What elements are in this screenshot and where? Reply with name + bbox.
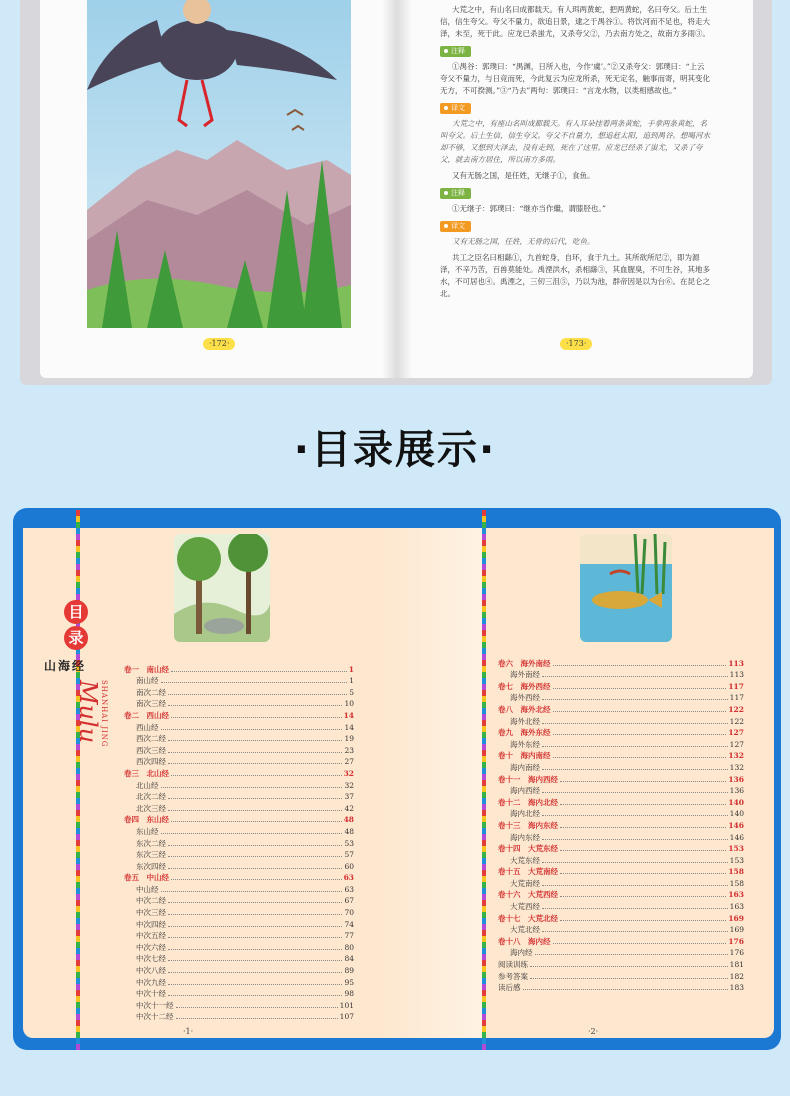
- toc-entry-page: 101: [339, 1000, 354, 1010]
- text-paragraph: 共工之臣名曰相繇①，九首蛇身，自环，食于九土。其所欲所尼②，即为源泽，不辛乃苦，百兽莫能处。禹湮洪水，杀相繇③，其血腥臭，不可生谷，其地多水，不可居也④。禹湮之，三仞三沮⑤，乃以为池，群帝因是以为台⑥。在昆仑之北。: [440, 253, 710, 298]
- toc-entry-row[interactable]: [498, 982, 744, 994]
- toc-entry-row[interactable]: [498, 669, 744, 681]
- toc-entry-page: 136: [728, 774, 744, 784]
- toc-entry-row[interactable]: [124, 733, 354, 745]
- toc-entry-page: 1: [349, 676, 354, 686]
- toc-dot-leader: [161, 891, 343, 892]
- toc-dot-leader: [560, 920, 726, 921]
- toc-dot-leader: [530, 966, 728, 967]
- toc-dot-leader: [168, 984, 342, 985]
- toc-dot-leader: [553, 688, 727, 689]
- section-heading: ·目录展示·: [293, 427, 497, 473]
- toc-entry-title: 卷九 海外东经: [498, 728, 551, 738]
- toc-entry-row[interactable]: [498, 958, 744, 970]
- toc-entry-title: 中次十一经: [136, 1000, 174, 1010]
- toc-entry-title: 中次十二经: [136, 1012, 174, 1022]
- toc-entry-row[interactable]: [124, 860, 354, 872]
- toc-entry-row[interactable]: [124, 918, 354, 930]
- toc-dot-leader: [168, 937, 342, 938]
- toc-entry-page: 140: [728, 797, 744, 807]
- toc-dot-leader: [171, 821, 342, 822]
- toc-entry-title: 卷七 海外西经: [498, 681, 551, 691]
- toc-entry-title: 西次三经: [136, 745, 166, 755]
- toc-entry-page: 122: [728, 704, 744, 714]
- toc-dot-leader: [542, 676, 728, 677]
- tag-row: [440, 44, 710, 61]
- toc-entry-page: 98: [344, 989, 354, 999]
- toc-entry-page: 181: [729, 960, 744, 970]
- toc-entry-row[interactable]: [498, 970, 744, 982]
- toc-entry-page: 127: [729, 739, 744, 749]
- toc-entry-page: 117: [728, 681, 744, 691]
- toc-entry-row[interactable]: [124, 895, 354, 907]
- toc-dot-leader: [168, 740, 342, 741]
- toc-entry-title: 卷八 海外北经: [498, 704, 551, 714]
- toc-entry-title: 中次八经: [136, 966, 166, 976]
- toc-entry-page: 74: [344, 919, 354, 929]
- toc-entry-page: 136: [729, 786, 744, 796]
- tag-row: [440, 101, 710, 118]
- toc-entry-title: 卷十三 海内东经: [498, 820, 558, 830]
- book-title: 山海经: [44, 659, 87, 673]
- toc-dot-leader: [542, 815, 728, 816]
- toc-entry-row[interactable]: [498, 808, 744, 820]
- toc-entry-title: 阅读训练: [498, 960, 528, 970]
- toc-entry-title: 卷二 西山经: [124, 710, 169, 720]
- toc-entry-title: 中次三经: [136, 908, 166, 918]
- toc-entry-row[interactable]: [124, 825, 354, 837]
- toc-entry-page: 10: [344, 699, 354, 709]
- toc-entry-title: 海外南经: [510, 670, 540, 680]
- toc-volume-row[interactable]: [498, 912, 744, 924]
- toc-entry-page: 5: [349, 687, 354, 697]
- toc-entry-title: 中次四经: [136, 919, 166, 929]
- toc-entry-title: 海外东经: [510, 739, 540, 749]
- toc-entry-page: 14: [343, 710, 354, 720]
- toc-volume-row[interactable]: [498, 796, 744, 808]
- toc-entry-title: 南次二经: [136, 687, 166, 697]
- toc-dot-leader: [168, 763, 342, 764]
- toc-entry-page: 183: [729, 983, 744, 993]
- toc-entry-title: 卷十 海内南经: [498, 751, 551, 761]
- toc-volume-row[interactable]: [498, 889, 744, 901]
- toc-dot-leader: [168, 868, 342, 869]
- toc-entry-page: 42: [344, 803, 354, 813]
- toc-entry-page: 117: [729, 693, 744, 703]
- toc-entry-page: 27: [344, 757, 354, 767]
- toc-entry-row[interactable]: [124, 999, 354, 1011]
- toc-volume-row[interactable]: [498, 935, 744, 947]
- open-book-spread: [0, 0, 790, 395]
- toc-entry-row[interactable]: [124, 756, 354, 768]
- toc-dot-leader: [176, 1018, 338, 1019]
- toc-entry-page: 153: [729, 855, 744, 865]
- toc-dot-leader: [560, 850, 726, 851]
- toc-entry-page: 153: [728, 844, 744, 854]
- toc-entry-page: 48: [344, 826, 354, 836]
- toc-entry-page: 95: [344, 977, 354, 987]
- toc-dot-leader: [553, 665, 727, 666]
- toc-entry-row[interactable]: [124, 698, 354, 710]
- toc-entry-page: 163: [729, 902, 744, 912]
- color-stripe-left: [76, 510, 80, 1050]
- toc-dot-leader: [542, 862, 728, 863]
- toc-entry-page: 158: [729, 878, 744, 888]
- toc-dot-leader: [168, 995, 342, 996]
- toc-entry-page: 23: [344, 745, 354, 755]
- toc-entry-page: 163: [728, 890, 744, 900]
- toc-list-right: [498, 657, 744, 993]
- toc-entry-title: 卷四 东山经: [124, 815, 169, 825]
- toc-entry-title: 卷十四 大荒东经: [498, 844, 558, 854]
- toc-volume-row[interactable]: [124, 663, 354, 675]
- toc-page-number-right: ·2·: [588, 1027, 599, 1036]
- toc-dot-leader: [560, 896, 726, 897]
- toc-dot-leader: [542, 746, 728, 747]
- toc-entry-page: 84: [344, 954, 354, 964]
- toc-entry-title: 海外北经: [510, 716, 540, 726]
- toc-page-gutter: [382, 528, 486, 1038]
- toc-entry-row[interactable]: [124, 675, 354, 687]
- toc-dot-leader: [553, 757, 727, 758]
- toc-entry-title: 海内西经: [510, 786, 540, 796]
- toc-list-left: [124, 663, 354, 1022]
- toc-entry-title: 卷十七 大荒北经: [498, 913, 558, 923]
- toc-entry-page: 77: [344, 931, 354, 941]
- toc-entry-row[interactable]: [498, 692, 744, 704]
- toc-badge: [64, 600, 92, 652]
- annotation-paragraph: ①无继子：郭璞曰：“继亦当作繼，谓膝胫也。”: [452, 204, 606, 213]
- toc-entry-row[interactable]: [124, 686, 354, 698]
- toc-entry-page: 176: [728, 936, 744, 946]
- page-number-left: ·172·: [203, 338, 235, 350]
- toc-entry-page: 176: [729, 948, 744, 958]
- toc-entry-title: 卷六 海外南经: [498, 658, 551, 668]
- toc-entry-row[interactable]: [498, 831, 744, 843]
- toc-entry-page: 48: [343, 815, 354, 825]
- toc-entry-page: 19: [344, 734, 354, 744]
- toc-dot-leader: [542, 792, 728, 793]
- toc-dot-leader: [553, 943, 727, 944]
- toc-entry-page: 132: [729, 762, 744, 772]
- toc-dot-leader: [168, 798, 342, 799]
- toc-entry-title: 西次四经: [136, 757, 166, 767]
- toc-entry-page: 14: [344, 722, 354, 732]
- toc-entry-page: 113: [729, 670, 744, 680]
- toc-entry-page: 32: [343, 768, 354, 778]
- toc-entry-page: 158: [728, 867, 744, 877]
- toc-entry-title: 海内经: [510, 948, 533, 958]
- toc-volume-row[interactable]: [124, 814, 354, 826]
- toc-entry-title: 卷十五 大荒南经: [498, 867, 558, 877]
- toc-entry-title: 大荒北经: [510, 925, 540, 935]
- bird-creature-illustration: [87, 0, 351, 328]
- toc-entry-title: 南山经: [136, 676, 159, 686]
- toc-entry-page: 67: [344, 896, 354, 906]
- toc-entry-title: 南次三经: [136, 699, 166, 709]
- toc-entry-page: 1: [348, 664, 354, 674]
- tag-row: [440, 219, 710, 236]
- toc-volume-row[interactable]: [124, 709, 354, 721]
- toc-entry-title: 东次二经: [136, 838, 166, 848]
- toc-entry-row[interactable]: [124, 988, 354, 1000]
- toc-entry-row[interactable]: [498, 877, 744, 889]
- toc-entry-page: 146: [728, 820, 744, 830]
- color-stripe-right: [482, 510, 486, 1050]
- toc-entry-page: 169: [728, 913, 744, 923]
- toc-dot-leader: [530, 978, 728, 979]
- toc-entry-title: 参考答案: [498, 971, 528, 981]
- toc-volume-row[interactable]: [498, 866, 744, 878]
- toc-entry-title: 中次六经: [136, 942, 166, 952]
- toc-dot-leader: [535, 954, 728, 955]
- toc-dot-leader: [171, 879, 342, 880]
- toc-dot-leader: [161, 787, 343, 788]
- toc-dot-leader: [542, 723, 728, 724]
- toc-entry-title: 卷三 北山经: [124, 768, 169, 778]
- toc-volume-row[interactable]: [498, 819, 744, 831]
- toc-volume-row[interactable]: [498, 680, 744, 692]
- toc-entry-row[interactable]: [498, 785, 744, 797]
- toc-entry-page: 113: [728, 658, 744, 668]
- toc-entry-page: 182: [729, 971, 744, 981]
- toc-dot-leader: [168, 845, 342, 846]
- toc-dot-leader: [168, 949, 342, 950]
- toc-dot-leader: [560, 873, 726, 874]
- toc-dot-leader: [168, 914, 342, 915]
- toc-entry-title: 中次九经: [136, 977, 166, 987]
- toc-dot-leader: [161, 729, 343, 730]
- toc-dot-leader: [168, 926, 342, 927]
- toc-entry-title: 海内北经: [510, 809, 540, 819]
- toc-badge-char-1: 目: [64, 600, 88, 624]
- toc-entry-row[interactable]: [498, 924, 744, 936]
- toc-dot-leader: [161, 833, 343, 834]
- toc-dot-leader: [542, 931, 728, 932]
- forest-illustration: [174, 534, 270, 642]
- pinyin-small-vertical: SHANHAI JING: [100, 680, 108, 748]
- toc-page-number-left: ·1·: [183, 1027, 194, 1036]
- toc-entry-row[interactable]: [124, 883, 354, 895]
- toc-entry-page: 63: [344, 884, 354, 894]
- toc-entry-row[interactable]: [124, 1011, 354, 1023]
- toc-dot-leader: [542, 769, 728, 770]
- toc-dot-leader: [171, 775, 342, 776]
- annotation-paragraph: ①禺谷：郭璞曰：“禺渊，日所入也，今作‘虞’。”②又杀夸父：郭璞曰：“上云夸父不量力，与日竞而死，今此复云为应龙所杀，死无定名，触事而寄，明其变化无方，不可揆测。”③“乃去”两句：郭璞曰：“言龙水物，以类相感故也。”: [440, 62, 710, 95]
- toc-entry-page: 70: [344, 908, 354, 918]
- toc-dot-leader: [542, 699, 728, 700]
- toc-entry-row[interactable]: [498, 738, 744, 750]
- toc-volume-row[interactable]: [124, 872, 354, 884]
- translation-paragraph: 大荒之中，有座山名叫成都载天。有人耳朵挂着两条黄蛇，手拿两条黄蛇，名叫夸父。后土生信，信生夸父。夸父不自量力，想追赶太阳，追到禺谷。想喝河水却不够，又想到大泽去，没有走到，死在了这里。应龙已经杀了蚩尤，又杀了夸父，就去南方居住，所以南方多雨。: [440, 119, 710, 164]
- toc-dot-leader: [168, 972, 342, 973]
- toc-entry-page: 53: [344, 838, 354, 848]
- toc-entry-title: 中次五经: [136, 931, 166, 941]
- toc-entry-row[interactable]: [124, 744, 354, 756]
- toc-dot-leader: [171, 671, 347, 672]
- toc-entry-title: 卷十一 海内西经: [498, 774, 558, 784]
- toc-entry-title: 卷十二 海内北经: [498, 797, 558, 807]
- toc-entry-page: 32: [344, 780, 354, 790]
- toc-entry-row[interactable]: [124, 779, 354, 791]
- toc-entry-row[interactable]: [124, 791, 354, 803]
- toc-entry-page: 89: [344, 966, 354, 976]
- toc-dot-leader: [542, 908, 728, 909]
- toc-entry-row[interactable]: [498, 854, 744, 866]
- pinyin-vertical-title: Mulu: [74, 680, 102, 744]
- toc-badge-char-2: 录: [64, 626, 88, 650]
- toc-entry-title: 大荒南经: [510, 878, 540, 888]
- toc-entry-title: 大荒东经: [510, 855, 540, 865]
- toc-entry-page: 146: [729, 832, 744, 842]
- toc-dot-leader: [553, 734, 727, 735]
- toc-entry-page: 132: [728, 751, 744, 761]
- toc-dot-leader: [168, 960, 342, 961]
- toc-volume-row[interactable]: [498, 727, 744, 739]
- text-paragraph: 又有无肠之国，是任姓，无继子①，食鱼。: [452, 171, 595, 180]
- toc-entry-page: 127: [728, 728, 744, 738]
- toc-volume-row[interactable]: [498, 750, 744, 762]
- toc-entry-title: 东次三经: [136, 850, 166, 860]
- toc-dot-leader: [523, 989, 728, 990]
- toc-entry-row[interactable]: [498, 900, 744, 912]
- toc-entry-title: 读后感: [498, 983, 521, 993]
- toc-dot-leader: [168, 856, 342, 857]
- text-paragraph: 大荒之中，有山名曰成都载天。有人珥两黄蛇，把两黄蛇，名曰夸父。后土生信，信生夸父。夸父不量力，欲追日景，逮之于禺谷①。将饮河而不足也，将走大泽，未至，死于此。应龙已杀蚩尤，又杀夸父②，乃去南方处之，故南方多雨③。: [440, 5, 710, 38]
- toc-entry-row[interactable]: [124, 953, 354, 965]
- toc-entry-title: 西次二经: [136, 734, 166, 744]
- toc-dot-leader: [560, 827, 726, 828]
- toc-entry-row[interactable]: [124, 930, 354, 942]
- toc-dot-leader: [171, 717, 342, 718]
- toc-entry-row[interactable]: [124, 906, 354, 918]
- toc-entry-title: 卷十六 大荒西经: [498, 890, 558, 900]
- toc-dot-leader: [560, 804, 726, 805]
- toc-volume-row[interactable]: [124, 767, 354, 779]
- toc-entry-row[interactable]: [498, 947, 744, 959]
- toc-entry-row[interactable]: [498, 761, 744, 773]
- toc-dot-leader: [168, 902, 342, 903]
- toc-entry-title: 北山经: [136, 780, 159, 790]
- toc-entry-title: 海外西经: [510, 693, 540, 703]
- toc-entry-title: 北次二经: [136, 792, 166, 802]
- toc-entry-title: 卷一 南山经: [124, 664, 169, 674]
- toc-dot-leader: [168, 810, 342, 811]
- right-page-text: [440, 4, 710, 304]
- toc-dot-leader: [168, 694, 347, 695]
- toc-entry-title: 中次二经: [136, 896, 166, 906]
- toc-entry-row[interactable]: [124, 976, 354, 988]
- annotation-tag: 注释: [440, 188, 471, 199]
- toc-dot-leader: [553, 711, 727, 712]
- toc-entry-title: 中次七经: [136, 954, 166, 964]
- toc-dot-leader: [542, 839, 728, 840]
- toc-entry-page: 37: [344, 792, 354, 802]
- toc-entry-title: 中山经: [136, 884, 159, 894]
- toc-dot-leader: [542, 885, 728, 886]
- toc-dot-leader: [176, 1007, 338, 1008]
- toc-entry-title: 卷五 中山经: [124, 873, 169, 883]
- toc-entry-page: 63: [343, 873, 354, 883]
- toc-entry-title: 大荒西经: [510, 902, 540, 912]
- toc-entry-page: 169: [729, 925, 744, 935]
- translation-tag: 译文: [440, 103, 471, 114]
- toc-entry-title: 卷十八 海内经: [498, 936, 551, 946]
- translation-paragraph: 又有无肠之国，任姓，无骨的后代，吃鱼。: [452, 237, 595, 246]
- toc-entry-page: 107: [339, 1012, 354, 1022]
- tag-row: [440, 186, 710, 203]
- toc-entry-row[interactable]: [124, 802, 354, 814]
- page-number-right: ·173·: [560, 338, 592, 350]
- toc-entry-title: 中次十经: [136, 989, 166, 999]
- toc-volume-row[interactable]: [498, 773, 744, 785]
- toc-entry-title: 海内东经: [510, 832, 540, 842]
- toc-dot-leader: [168, 705, 342, 706]
- translation-tag: 译文: [440, 221, 471, 232]
- toc-entry-row[interactable]: [124, 941, 354, 953]
- toc-volume-row[interactable]: [498, 657, 744, 669]
- toc-entry-title: 东次四经: [136, 861, 166, 871]
- toc-entry-row[interactable]: [124, 964, 354, 976]
- toc-entry-page: 60: [344, 861, 354, 871]
- toc-volume-row[interactable]: [498, 843, 744, 855]
- annotation-tag: 注释: [440, 46, 471, 57]
- toc-volume-row[interactable]: [498, 703, 744, 715]
- toc-entry-title: 西山经: [136, 722, 159, 732]
- toc-dot-leader: [560, 781, 726, 782]
- toc-entry-page: 57: [344, 850, 354, 860]
- toc-dot-leader: [161, 682, 348, 683]
- toc-entry-title: 海内南经: [510, 762, 540, 772]
- book-spine-shadow: [382, 0, 412, 378]
- toc-entry-title: 北次三经: [136, 803, 166, 813]
- toc-entry-page: 140: [729, 809, 744, 819]
- toc-entry-row[interactable]: [124, 849, 354, 861]
- toc-entry-title: 东山经: [136, 826, 159, 836]
- toc-entry-page: 122: [729, 716, 744, 726]
- fish-in-river-illustration: [580, 534, 672, 642]
- toc-entry-row[interactable]: [124, 721, 354, 733]
- toc-entry-page: 80: [344, 942, 354, 952]
- toc-entry-row[interactable]: [498, 715, 744, 727]
- toc-dot-leader: [168, 752, 342, 753]
- toc-entry-row[interactable]: [124, 837, 354, 849]
